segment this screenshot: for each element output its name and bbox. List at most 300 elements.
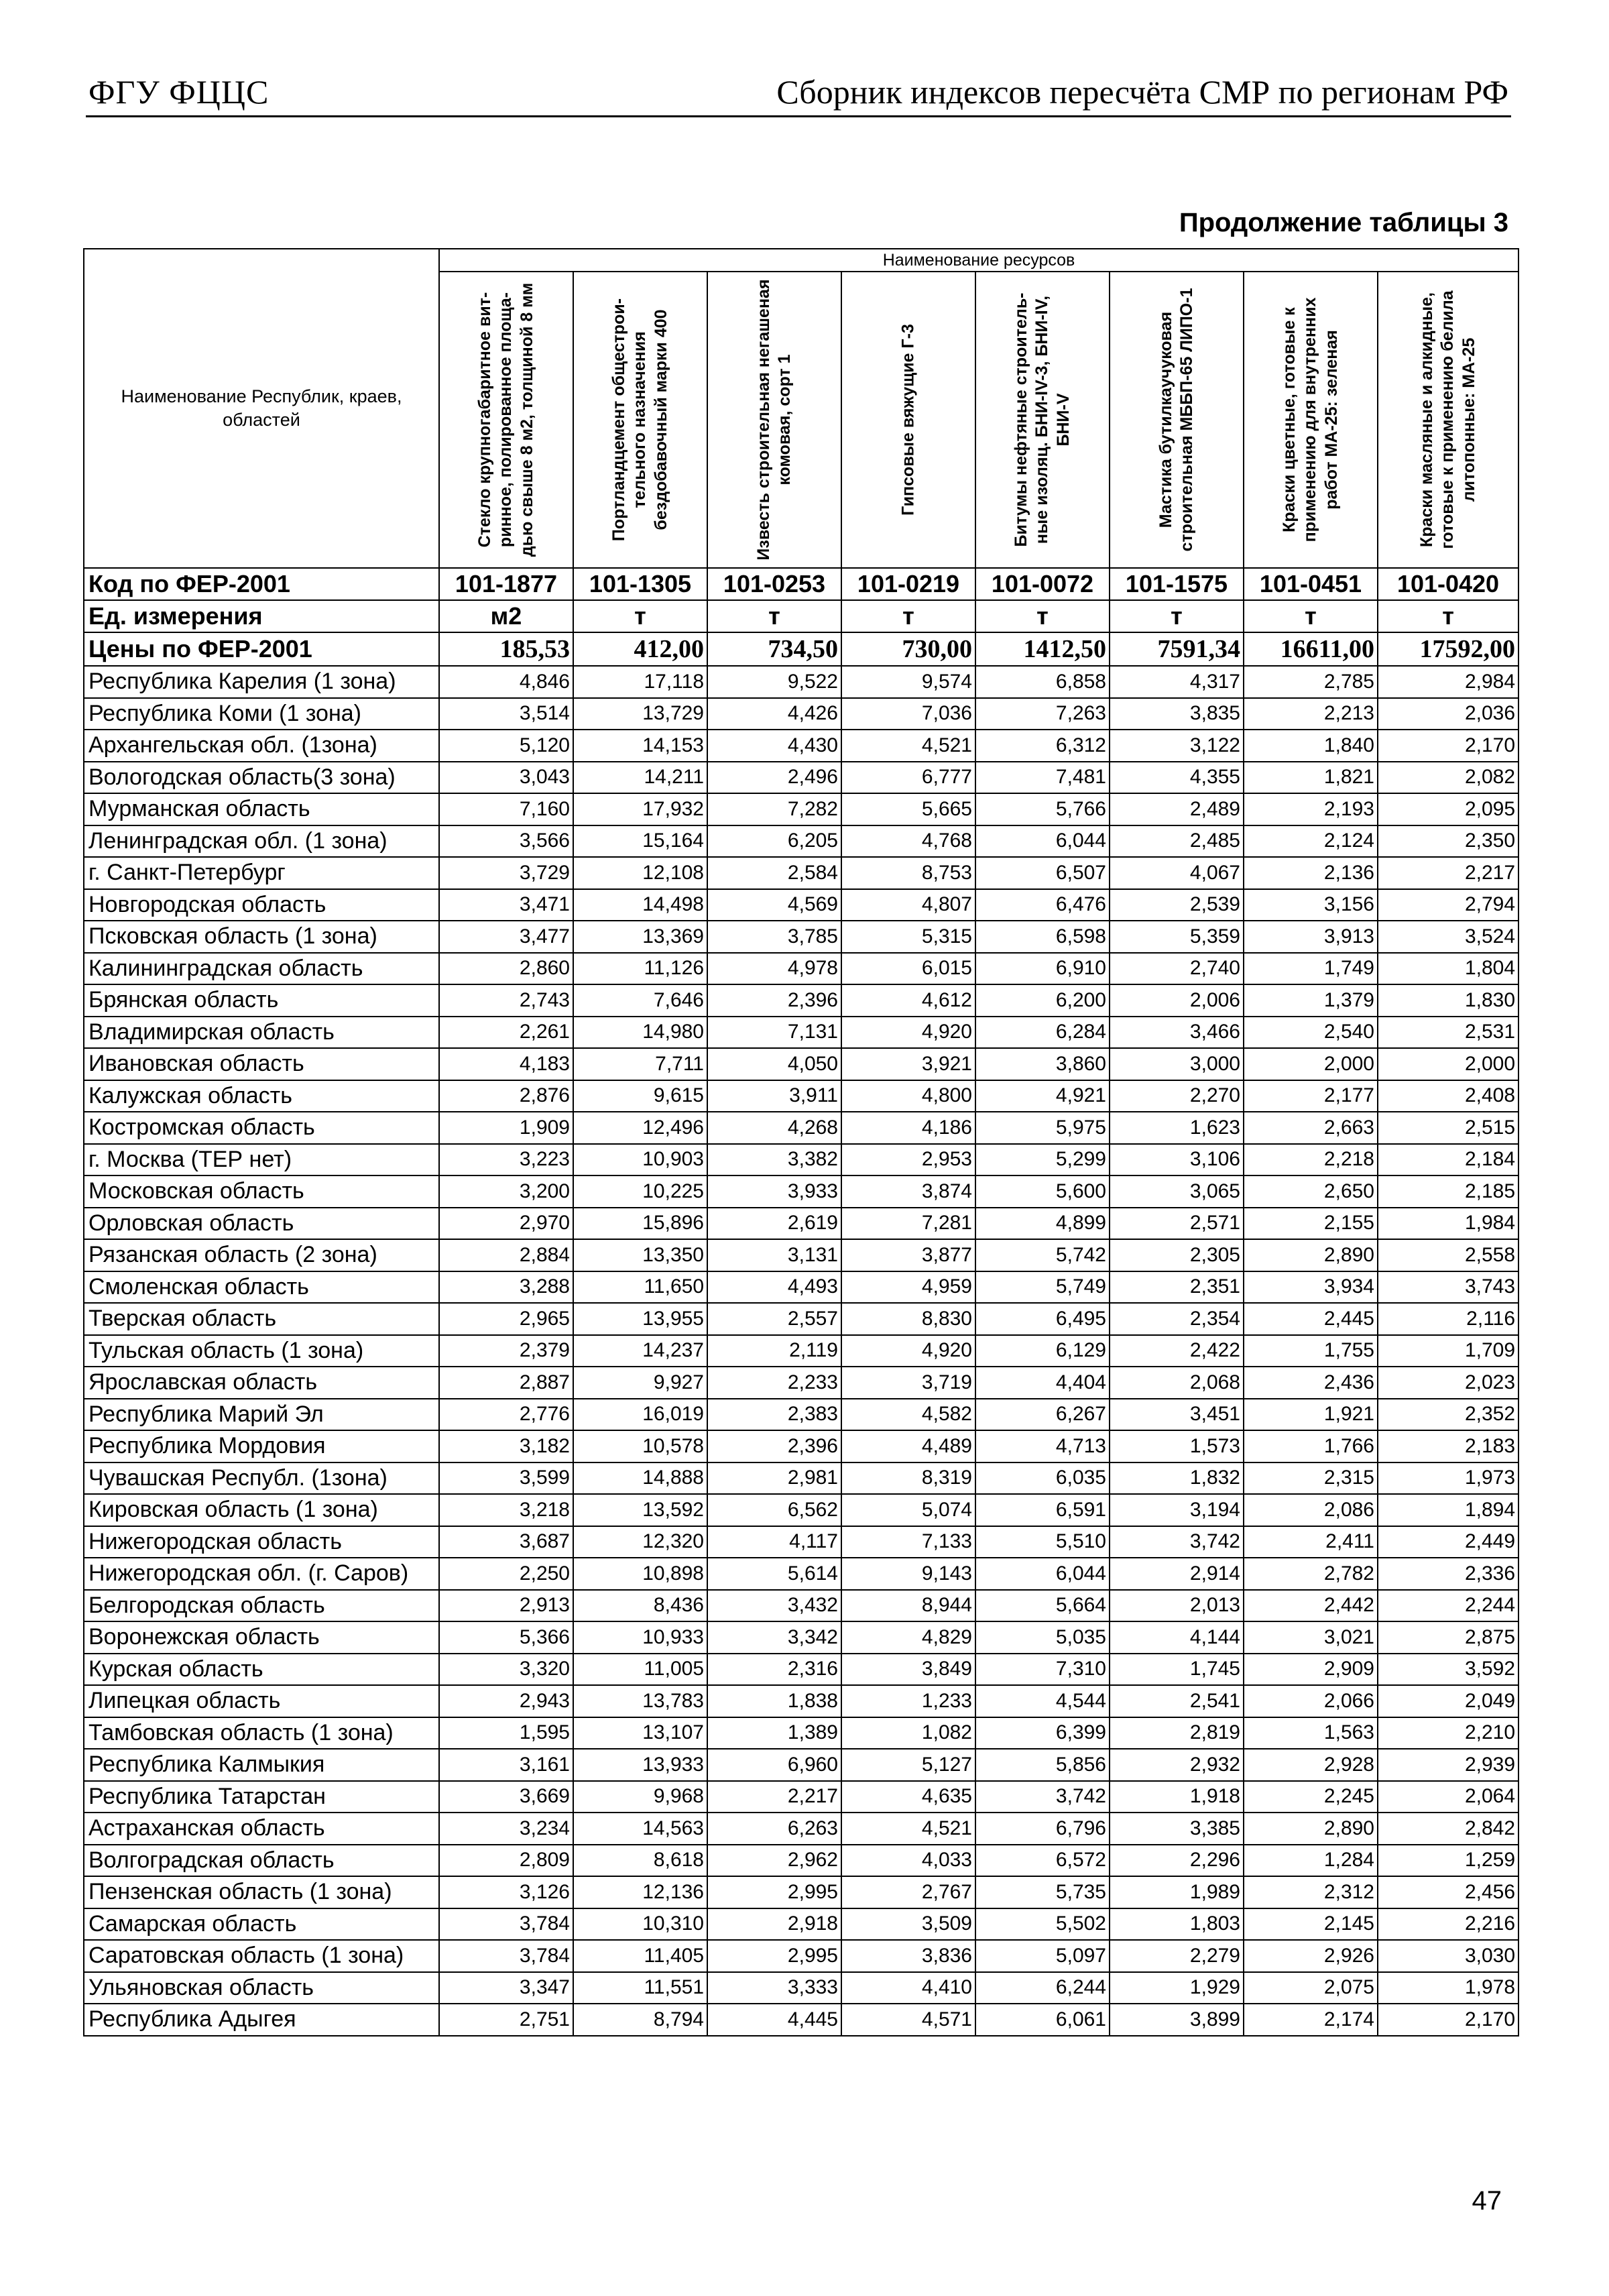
unit-row [84, 600, 1518, 632]
unit-row-label: Ед. измерения [84, 600, 439, 632]
index-value: 3,043 [439, 762, 573, 794]
table-row [84, 1239, 1518, 1271]
index-value: 2,456 [1378, 1876, 1518, 1908]
unit-row-cell: т [841, 600, 975, 632]
price-row-cell: 185,53 [439, 632, 573, 666]
index-value: 5,614 [707, 1558, 841, 1590]
table-row [84, 1335, 1518, 1367]
index-value: 3,288 [439, 1271, 573, 1304]
index-value: 5,766 [975, 793, 1110, 825]
index-value: 2,315 [1244, 1462, 1378, 1495]
region-name: Московская область [84, 1175, 439, 1208]
index-value: 2,496 [707, 762, 841, 794]
index-value: 7,281 [841, 1208, 975, 1240]
table-row [84, 1940, 1518, 1972]
index-value: 2,066 [1244, 1685, 1378, 1717]
index-value: 2,445 [1244, 1303, 1378, 1335]
index-value: 2,981 [707, 1462, 841, 1495]
index-value: 4,899 [975, 1208, 1110, 1240]
index-value: 3,566 [439, 825, 573, 858]
index-value: 10,578 [573, 1430, 707, 1462]
index-value: 2,913 [439, 1590, 573, 1622]
index-value: 4,355 [1110, 762, 1244, 794]
index-value: 7,263 [975, 698, 1110, 730]
index-value: 17,118 [573, 666, 707, 698]
resource-column-header [1378, 272, 1518, 568]
index-value: 7,711 [573, 1048, 707, 1080]
index-value: 1,259 [1378, 1845, 1518, 1877]
fer-code-row-cell: 101-0072 [975, 568, 1110, 600]
index-value: 4,445 [707, 2004, 841, 2036]
index-value: 2,884 [439, 1239, 573, 1271]
index-value: 2,279 [1110, 1940, 1244, 1972]
index-value: 12,320 [573, 1526, 707, 1558]
index-value: 2,124 [1244, 825, 1378, 858]
index-value: 6,572 [975, 1845, 1110, 1877]
index-value: 2,245 [1244, 1781, 1378, 1813]
index-value: 2,890 [1244, 1239, 1378, 1271]
index-value: 14,237 [573, 1335, 707, 1367]
index-value: 3,911 [707, 1080, 841, 1112]
index-value: 2,193 [1244, 793, 1378, 825]
index-value: 2,270 [1110, 1080, 1244, 1112]
fer-code-row-cell: 101-1877 [439, 568, 573, 600]
index-value: 2,557 [707, 1303, 841, 1335]
index-value: 5,366 [439, 1621, 573, 1654]
index-value: 2,914 [1110, 1558, 1244, 1590]
resource-name: Битумы нефтяные строитель-ные изоляц. БНИ-IV-3, БНИ-IV, БНИ-V [1012, 292, 1073, 547]
index-value: 4,050 [707, 1048, 841, 1080]
index-value: 3,021 [1244, 1621, 1378, 1654]
table-row [84, 666, 1518, 698]
region-name: г. Санкт-Петербург [84, 857, 439, 889]
index-value: 2,086 [1244, 1494, 1378, 1526]
table-row [84, 1972, 1518, 2004]
price-row-cell: 734,50 [707, 632, 841, 666]
index-value: 1,838 [707, 1685, 841, 1717]
index-value: 3,784 [439, 1908, 573, 1941]
index-value: 1,082 [841, 1717, 975, 1749]
fer-code-row [84, 568, 1518, 600]
fer-code-row-cell: 101-0451 [1244, 568, 1378, 600]
index-value: 4,978 [707, 953, 841, 985]
region-name: Пензенская область (1 зона) [84, 1876, 439, 1908]
index-value: 11,551 [573, 1972, 707, 2004]
region-name: Тверская область [84, 1303, 439, 1335]
index-value: 6,591 [975, 1494, 1110, 1526]
index-value: 4,807 [841, 889, 975, 921]
index-value: 6,200 [975, 984, 1110, 1017]
index-value: 8,618 [573, 1845, 707, 1877]
table-row [84, 1430, 1518, 1462]
index-value: 2,217 [1378, 857, 1518, 889]
table-row [84, 1813, 1518, 1845]
index-value: 2,396 [707, 1430, 841, 1462]
table-row [84, 1908, 1518, 1941]
index-value: 1,233 [841, 1685, 975, 1717]
resource-column-header [1110, 272, 1244, 568]
resource-name: Краски цветные, готовые к применению для внутренних работ МА-25: зеленая [1280, 297, 1341, 542]
index-value: 2,383 [707, 1399, 841, 1431]
index-value: 2,068 [1110, 1367, 1244, 1399]
index-value: 3,000 [1110, 1048, 1244, 1080]
unit-row-cell: т [707, 600, 841, 632]
index-value: 8,436 [573, 1590, 707, 1622]
index-value: 2,075 [1244, 1972, 1378, 2004]
index-value: 2,316 [707, 1654, 841, 1686]
resource-name: Стекло крупногабаритное вит-ринное, полированное площа-дью свыше 8 м2, толщиной 8 мм [475, 282, 536, 557]
index-value: 5,502 [975, 1908, 1110, 1941]
index-value: 5,735 [975, 1876, 1110, 1908]
index-value: 1,573 [1110, 1430, 1244, 1462]
index-value: 10,310 [573, 1908, 707, 1941]
region-name: Республика Мордовия [84, 1430, 439, 1462]
index-value: 2,767 [841, 1876, 975, 1908]
index-value: 1,804 [1378, 953, 1518, 985]
index-value: 4,067 [1110, 857, 1244, 889]
index-value: 3,065 [1110, 1175, 1244, 1208]
index-value: 2,155 [1244, 1208, 1378, 1240]
index-value: 3,156 [1244, 889, 1378, 921]
index-value: 6,796 [975, 1813, 1110, 1845]
table-continuation-title: Продолжение таблицы 3 [1179, 208, 1508, 237]
index-value: 2,185 [1378, 1175, 1518, 1208]
resource-column-header [1244, 272, 1378, 568]
index-value: 5,975 [975, 1112, 1110, 1144]
table-row [84, 825, 1518, 858]
table-row [84, 1654, 1518, 1686]
index-value: 11,005 [573, 1654, 707, 1686]
index-value: 2,411 [1244, 1526, 1378, 1558]
index-value: 3,899 [1110, 2004, 1244, 2036]
table-row [84, 1208, 1518, 1240]
index-value: 10,225 [573, 1175, 707, 1208]
table-row [84, 889, 1518, 921]
index-value: 8,753 [841, 857, 975, 889]
region-name: Рязанская область (2 зона) [84, 1239, 439, 1271]
index-value: 2,449 [1378, 1526, 1518, 1558]
index-value: 2,013 [1110, 1590, 1244, 1622]
region-name: Орловская область [84, 1208, 439, 1240]
index-value: 4,410 [841, 1972, 975, 2004]
index-value: 2,571 [1110, 1208, 1244, 1240]
index-value: 2,177 [1244, 1080, 1378, 1112]
index-value: 4,921 [975, 1080, 1110, 1112]
index-value: 3,451 [1110, 1399, 1244, 1431]
index-value: 4,569 [707, 889, 841, 921]
index-value: 4,144 [1110, 1621, 1244, 1654]
region-name: Мурманская область [84, 793, 439, 825]
index-value: 4,582 [841, 1399, 975, 1431]
header-divider [86, 115, 1511, 117]
resource-name: Гипсовые вяжущие Г-3 [898, 324, 918, 516]
index-value: 4,768 [841, 825, 975, 858]
index-value: 3,234 [439, 1813, 573, 1845]
index-value: 2,213 [1244, 698, 1378, 730]
index-value: 2,183 [1378, 1430, 1518, 1462]
table-row [84, 1399, 1518, 1431]
index-value: 3,466 [1110, 1017, 1244, 1049]
index-value: 2,216 [1378, 1908, 1518, 1941]
index-value: 3,592 [1378, 1654, 1518, 1686]
region-name: Костромская область [84, 1112, 439, 1144]
index-value: 2,379 [439, 1335, 573, 1367]
index-value: 13,107 [573, 1717, 707, 1749]
index-value: 5,299 [975, 1144, 1110, 1176]
table-row [84, 698, 1518, 730]
index-value: 2,819 [1110, 1717, 1244, 1749]
table-row [84, 1590, 1518, 1622]
index-value: 2,909 [1244, 1654, 1378, 1686]
index-value: 2,036 [1378, 698, 1518, 730]
index-value: 2,006 [1110, 984, 1244, 1017]
region-name: Волгоградская область [84, 1845, 439, 1877]
table-row [84, 1749, 1518, 1781]
index-value: 6,263 [707, 1813, 841, 1845]
index-value: 14,563 [573, 1813, 707, 1845]
index-value: 3,934 [1244, 1271, 1378, 1304]
index-value: 14,888 [573, 1462, 707, 1495]
table-row [84, 1621, 1518, 1654]
index-value: 2,082 [1378, 762, 1518, 794]
index-value: 2,170 [1378, 2004, 1518, 2036]
index-value: 4,186 [841, 1112, 975, 1144]
index-value: 2,170 [1378, 730, 1518, 762]
region-name: Вологодская область(3 зона) [84, 762, 439, 794]
region-name: Саратовская область (1 зона) [84, 1940, 439, 1972]
index-value: 2,049 [1378, 1685, 1518, 1717]
index-value: 2,943 [439, 1685, 573, 1717]
region-name: Белгородская область [84, 1590, 439, 1622]
price-row-cell: 1412,50 [975, 632, 1110, 666]
index-value: 9,574 [841, 666, 975, 698]
index-value: 7,036 [841, 698, 975, 730]
index-value: 1,389 [707, 1717, 841, 1749]
unit-row-cell: т [1244, 600, 1378, 632]
index-value: 12,496 [573, 1112, 707, 1144]
index-value: 2,584 [707, 857, 841, 889]
unit-row-cell: т [1110, 600, 1244, 632]
index-value: 4,317 [1110, 666, 1244, 698]
table-row [84, 921, 1518, 953]
region-name: Республика Коми (1 зона) [84, 698, 439, 730]
index-value: 2,250 [439, 1558, 573, 1590]
index-value: 1,623 [1110, 1112, 1244, 1144]
index-value: 2,218 [1244, 1144, 1378, 1176]
region-name: Тамбовская область (1 зона) [84, 1717, 439, 1749]
index-value: 2,210 [1378, 1717, 1518, 1749]
price-row-cell: 7591,34 [1110, 632, 1244, 666]
index-value: 2,119 [707, 1335, 841, 1367]
page-number: 47 [1472, 2186, 1502, 2216]
table-row [84, 1303, 1518, 1335]
index-value: 2,740 [1110, 953, 1244, 985]
index-value: 2,965 [439, 1303, 573, 1335]
index-value: 2,422 [1110, 1335, 1244, 1367]
index-value: 3,347 [439, 1972, 573, 2004]
index-value: 6,044 [975, 825, 1110, 858]
index-value: 2,842 [1378, 1813, 1518, 1845]
index-value: 1,973 [1378, 1462, 1518, 1495]
index-value: 13,350 [573, 1239, 707, 1271]
index-value: 2,489 [1110, 793, 1244, 825]
index-value: 6,129 [975, 1335, 1110, 1367]
index-value: 3,784 [439, 1940, 573, 1972]
index-value: 2,000 [1378, 1048, 1518, 1080]
index-value: 3,514 [439, 698, 573, 730]
index-value: 13,729 [573, 698, 707, 730]
index-value: 6,284 [975, 1017, 1110, 1049]
index-value: 4,521 [841, 1813, 975, 1845]
index-value: 7,282 [707, 793, 841, 825]
index-value: 5,742 [975, 1239, 1110, 1271]
index-value: 5,510 [975, 1526, 1110, 1558]
fer-code-row-cell: 101-0253 [707, 568, 841, 600]
resource-column-header [439, 272, 573, 568]
index-value: 1,989 [1110, 1876, 1244, 1908]
index-value: 4,920 [841, 1017, 975, 1049]
index-value: 7,160 [439, 793, 573, 825]
region-name: Смоленская область [84, 1271, 439, 1304]
unit-row-cell: т [975, 600, 1110, 632]
table-row [84, 1462, 1518, 1495]
region-name: Республика Калмыкия [84, 1749, 439, 1781]
index-value: 2,776 [439, 1399, 573, 1431]
index-value: 12,136 [573, 1876, 707, 1908]
table-row [84, 953, 1518, 985]
index-value: 9,927 [573, 1367, 707, 1399]
index-value: 13,783 [573, 1685, 707, 1717]
index-value: 4,959 [841, 1271, 975, 1304]
index-value: 14,980 [573, 1017, 707, 1049]
index-value: 7,481 [975, 762, 1110, 794]
index-value: 2,962 [707, 1845, 841, 1877]
index-value: 2,890 [1244, 1813, 1378, 1845]
region-name: Республика Адыгея [84, 2004, 439, 2036]
price-row [84, 632, 1518, 666]
index-value: 1,379 [1244, 984, 1378, 1017]
index-value: 1,563 [1244, 1717, 1378, 1749]
index-value: 1,894 [1378, 1494, 1518, 1526]
index-value: 2,174 [1244, 2004, 1378, 2036]
index-value: 5,315 [841, 921, 975, 953]
index-value: 2,351 [1110, 1271, 1244, 1304]
region-name: Архангельская обл. (1зона) [84, 730, 439, 762]
index-value: 6,044 [975, 1558, 1110, 1590]
index-value: 2,970 [439, 1208, 573, 1240]
index-value: 13,592 [573, 1494, 707, 1526]
index-value: 1,918 [1110, 1781, 1244, 1813]
price-row-cell: 412,00 [573, 632, 707, 666]
index-value: 2,650 [1244, 1175, 1378, 1208]
index-value: 2,396 [707, 984, 841, 1017]
index-value: 6,312 [975, 730, 1110, 762]
index-value: 4,117 [707, 1526, 841, 1558]
index-value: 3,182 [439, 1430, 573, 1462]
index-value: 2,515 [1378, 1112, 1518, 1144]
table-row [84, 1845, 1518, 1877]
index-value: 3,126 [439, 1876, 573, 1908]
index-value: 2,116 [1378, 1303, 1518, 1335]
index-value: 6,476 [975, 889, 1110, 921]
index-value: 2,336 [1378, 1558, 1518, 1590]
index-value: 3,471 [439, 889, 573, 921]
index-value: 6,910 [975, 953, 1110, 985]
index-value: 7,131 [707, 1017, 841, 1049]
table-row [84, 1685, 1518, 1717]
region-name: Ленинградская обл. (1 зона) [84, 825, 439, 858]
index-value: 2,442 [1244, 1590, 1378, 1622]
index-value: 6,495 [975, 1303, 1110, 1335]
index-value: 6,205 [707, 825, 841, 858]
index-value: 1,840 [1244, 730, 1378, 762]
table-row [84, 2004, 1518, 2036]
index-value: 6,035 [975, 1462, 1110, 1495]
region-name: Республика Татарстан [84, 1781, 439, 1813]
index-value: 2,023 [1378, 1367, 1518, 1399]
index-value: 9,143 [841, 1558, 975, 1590]
index-value: 2,350 [1378, 825, 1518, 858]
index-value: 4,489 [841, 1430, 975, 1462]
resource-name: Краски масляные и алкидные, готовые к применению белила литопонные: МА-25 [1417, 290, 1478, 549]
index-value: 2,995 [707, 1940, 841, 1972]
index-value: 6,244 [975, 1972, 1110, 2004]
index-value: 8,944 [841, 1590, 975, 1622]
index-value: 3,194 [1110, 1494, 1244, 1526]
index-value: 3,122 [1110, 730, 1244, 762]
region-name-header: Наименование Республик, краев, областей [84, 249, 439, 568]
index-value: 1,821 [1244, 762, 1378, 794]
fer-code-row-label: Код по ФЕР-2001 [84, 568, 439, 600]
index-value: 2,436 [1244, 1367, 1378, 1399]
index-value: 4,521 [841, 730, 975, 762]
regional-index-table [83, 248, 1519, 2036]
index-value: 3,161 [439, 1749, 573, 1781]
region-name: Калужская область [84, 1080, 439, 1112]
resources-header: Наименование ресурсов [439, 249, 1518, 272]
index-value: 2,541 [1110, 1685, 1244, 1717]
index-value: 6,858 [975, 666, 1110, 698]
index-value: 2,809 [439, 1845, 573, 1877]
index-value: 1,921 [1244, 1399, 1378, 1431]
resource-column-header [841, 272, 975, 568]
index-value: 4,612 [841, 984, 975, 1017]
index-value: 1,709 [1378, 1335, 1518, 1367]
table-row [84, 1048, 1518, 1080]
index-value: 3,200 [439, 1175, 573, 1208]
index-value: 4,846 [439, 666, 573, 698]
table-row [84, 730, 1518, 762]
resource-name: Портландцемент общестрои-тельного назначения бездобавочный марки 400 [609, 298, 670, 542]
unit-row-cell: т [573, 600, 707, 632]
index-value: 8,319 [841, 1462, 975, 1495]
index-value: 3,320 [439, 1654, 573, 1686]
table-row [84, 1717, 1518, 1749]
index-value: 3,849 [841, 1654, 975, 1686]
index-value: 9,522 [707, 666, 841, 698]
index-value: 4,268 [707, 1112, 841, 1144]
index-value: 4,829 [841, 1621, 975, 1654]
index-value: 1,978 [1378, 1972, 1518, 2004]
region-name: Республика Марий Эл [84, 1399, 439, 1431]
index-value: 2,619 [707, 1208, 841, 1240]
region-name: Липецкая область [84, 1685, 439, 1717]
index-value: 2,531 [1378, 1017, 1518, 1049]
index-value: 2,928 [1244, 1749, 1378, 1781]
index-value: 13,933 [573, 1749, 707, 1781]
index-value: 1,830 [1378, 984, 1518, 1017]
region-name: Псковская область (1 зона) [84, 921, 439, 953]
